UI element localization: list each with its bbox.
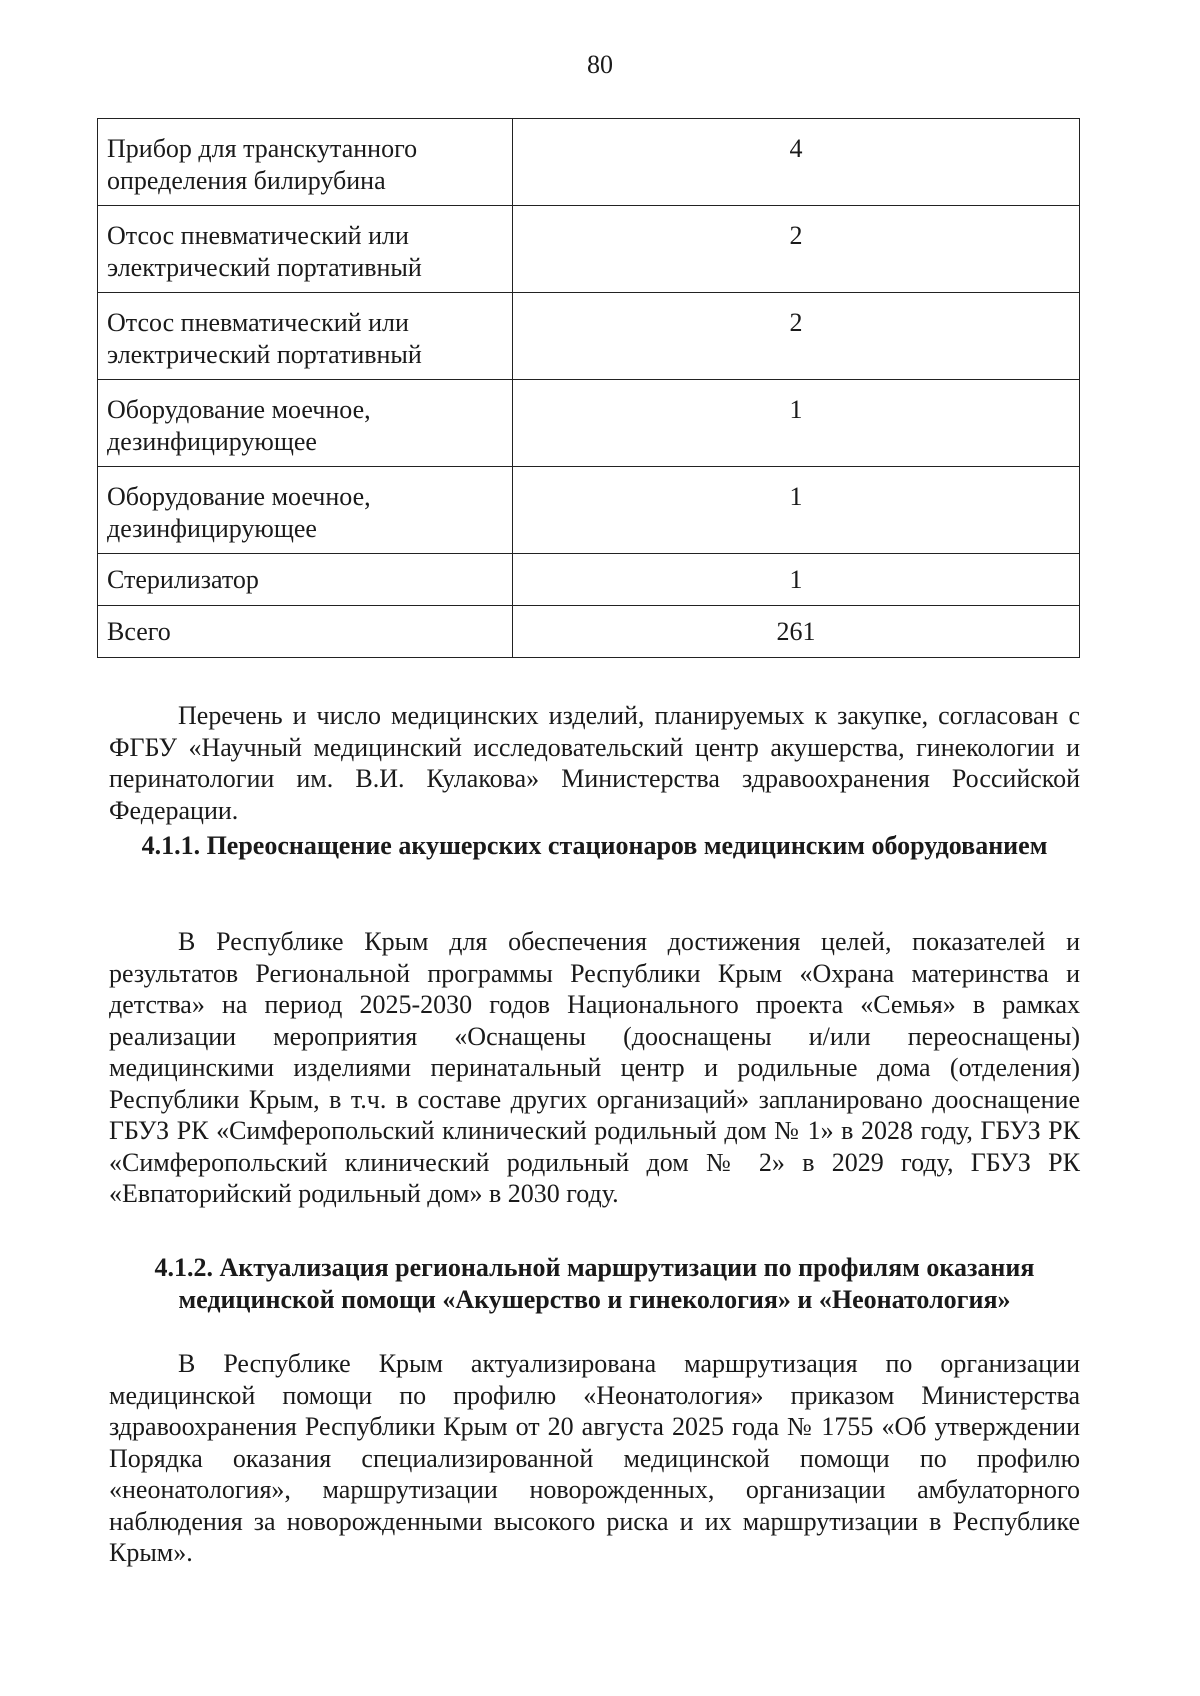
table-cell-qty: 1 — [513, 554, 1080, 606]
table-row — [98, 206, 1080, 293]
paragraph-reequipment: В Республике Крым для обеспечения достижения целей, показателей и результатов Региональной программы Республики Крым «Охрана материнства и детства» на период 2025-2030 годов Национального проекта «Семья» в рамках реализации мероприятия «Оснащены (дооснащены и/или переоснащены) медицинскими изделиями перинатальный центр и родильные дома (отделения) Республики Крым, в т.ч. в составе других организаций» запланировано дооснащение ГБУЗ РК «Симферопольский клинический родильный дом № 1» в 2028 году, ГБУЗ РК «Симферопольский клинический родильный дом № 2» в 2029 году, ГБУЗ РК «Евпаторийский родильный дом» в 2030 году. — [109, 927, 1080, 1208]
section-heading-4-1-1: 4.1.1. Переоснащение акушерских стационаров медицинским оборудованием — [141, 831, 1048, 860]
table-row — [98, 554, 1080, 606]
table-row-total — [98, 606, 1080, 658]
equipment-table — [97, 118, 1080, 658]
table-row — [98, 467, 1080, 554]
paragraph-approval: Перечень и число медицинских изделий, планируемых к закупке, согласован с ФГБУ «Научный медицинский исследовательский центр акушерства, гинекологии и перинатологии им. В.И. Кулакова» Министерства здравоохранения Российской Федерации. — [109, 701, 1080, 825]
paragraph-routing: В Республике Крым актуализирована маршрутизация по организации медицинской помощи по профилю «Неонатология» приказом Министерства здравоохранения Республики Крым от 20 августа 2025 года № 1755 «Об утверждении Порядка оказания специализированной медицинской помощи по профилю «неонатология», маршрутизации новорожденных, организации амбулаторного наблюдения за новорожденными высокого риска и их маршрутизации в Республике Крым». — [109, 1349, 1080, 1567]
table-cell-qty: 261 — [513, 606, 1080, 658]
table-cell-name: Отсос пневматический или электрический портативный — [98, 293, 513, 380]
table-cell-name: Оборудование моечное, дезинфицирующее — [98, 467, 513, 554]
table-row — [98, 293, 1080, 380]
page-number: 80 — [587, 50, 613, 79]
table-cell-qty: 4 — [513, 119, 1080, 206]
table-cell-name: Прибор для транскутанного определения билирубина — [98, 119, 513, 206]
table-row — [98, 380, 1080, 467]
table-cell-name: Стерилизатор — [98, 554, 513, 606]
table-cell-qty: 1 — [513, 467, 1080, 554]
table-row — [98, 119, 1080, 206]
table-cell-name: Всего — [98, 606, 513, 658]
table-cell-qty: 2 — [513, 293, 1080, 380]
table-cell-name: Отсос пневматический или электрический портативный — [98, 206, 513, 293]
table-cell-qty: 1 — [513, 380, 1080, 467]
table-cell-name: Оборудование моечное, дезинфицирующее — [98, 380, 513, 467]
section-heading-4-1-2: 4.1.2. Актуализация региональной маршрутизации по профилям оказания медицинской помощи «Акушерство и гинекология» и «Неонатология» — [154, 1253, 1035, 1314]
table-cell-qty: 2 — [513, 206, 1080, 293]
